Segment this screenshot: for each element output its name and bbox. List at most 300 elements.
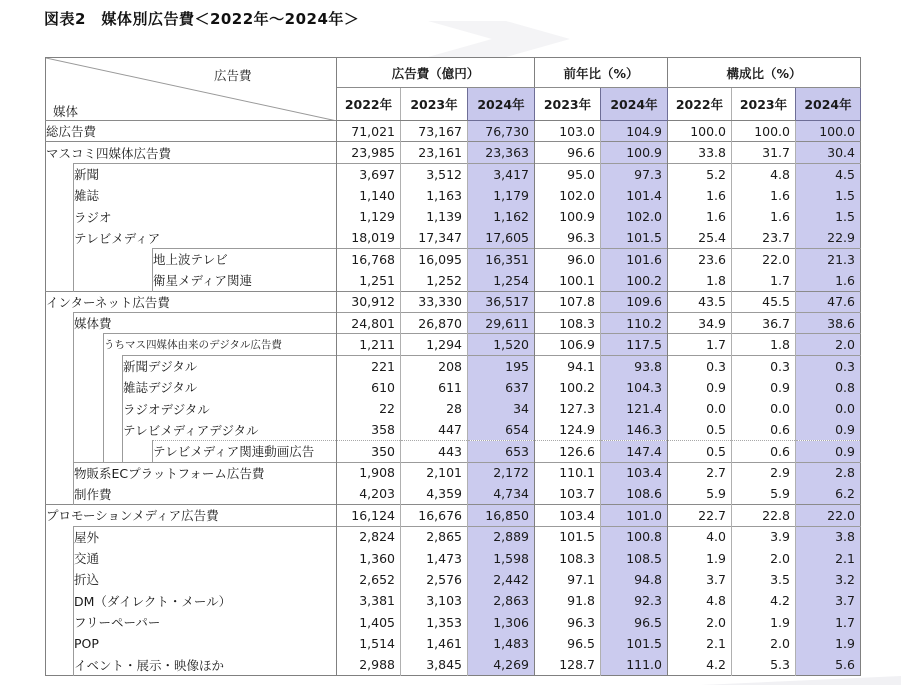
value-cell: 4.0 <box>668 526 732 547</box>
value-cell: 96.6 <box>535 142 601 163</box>
value-cell: 208 <box>401 355 468 376</box>
corner-label-media: 媒体 <box>53 104 79 119</box>
table-body <box>46 121 861 676</box>
background-chevron-decoration <box>428 21 570 57</box>
group-header-yoy: 前年比（%） <box>535 58 668 88</box>
value-cell: 100.9 <box>601 142 668 163</box>
ad-spend-table <box>45 57 861 676</box>
indent-spacer-cell <box>46 249 74 270</box>
value-cell: 0.3 <box>668 355 732 376</box>
value-cell: 1.7 <box>796 611 861 632</box>
value-cell: 1,163 <box>401 185 468 206</box>
value-cell: 21.3 <box>796 249 861 270</box>
table-row <box>46 227 861 248</box>
indent-spacer-cell <box>46 569 74 590</box>
value-cell: 0.9 <box>668 377 732 398</box>
indent-spacer-cell <box>46 547 74 568</box>
value-cell: 97.3 <box>601 163 668 184</box>
value-cell: 2.9 <box>732 462 796 483</box>
value-cell: 95.0 <box>535 163 601 184</box>
indent-spacer-cell <box>46 355 74 376</box>
value-cell: 29,611 <box>468 313 535 334</box>
value-cell: 23.7 <box>732 227 796 248</box>
value-cell: 16,124 <box>337 505 401 526</box>
value-cell: 36.7 <box>732 313 796 334</box>
value-cell: 4,203 <box>337 483 401 504</box>
indent-spacer-cell <box>46 483 74 504</box>
value-cell: 100.0 <box>732 121 796 142</box>
value-cell: 195 <box>468 355 535 376</box>
indent-spacer-cell <box>74 377 104 398</box>
table-row <box>46 163 861 184</box>
value-cell: 110.2 <box>601 313 668 334</box>
value-cell: 16,095 <box>401 249 468 270</box>
indent-spacer-cell <box>46 462 74 483</box>
value-cell: 22 <box>337 398 401 419</box>
value-cell: 6.2 <box>796 483 861 504</box>
value-cell: 1,461 <box>401 633 468 654</box>
value-cell: 97.1 <box>535 569 601 590</box>
value-cell: 0.0 <box>732 398 796 419</box>
value-cell: 2,652 <box>337 569 401 590</box>
value-cell: 1,294 <box>401 334 468 355</box>
value-cell: 1,139 <box>401 206 468 227</box>
value-cell: 103.4 <box>601 462 668 483</box>
value-cell: 3,845 <box>401 654 468 675</box>
value-cell: 109.6 <box>601 291 668 312</box>
value-cell: 3.7 <box>796 590 861 611</box>
value-cell: 96.5 <box>601 611 668 632</box>
value-cell: 4,269 <box>468 654 535 675</box>
value-cell: 102.0 <box>535 185 601 206</box>
value-cell: 1.5 <box>796 185 861 206</box>
value-cell: 22.0 <box>732 249 796 270</box>
value-cell: 96.0 <box>535 249 601 270</box>
indent-spacer-cell <box>46 227 74 248</box>
value-cell: 1.6 <box>668 206 732 227</box>
table-row <box>46 313 861 334</box>
value-cell: 0.0 <box>796 398 861 419</box>
year-header: 2022年 <box>668 88 732 121</box>
value-cell: 127.3 <box>535 398 601 419</box>
value-cell: 101.4 <box>601 185 668 206</box>
value-cell: 102.0 <box>601 206 668 227</box>
row-label: テレビメディア <box>74 227 337 248</box>
table-row <box>46 398 861 419</box>
value-cell: 3,512 <box>401 163 468 184</box>
row-label: プロモーションメディア広告費 <box>46 505 337 526</box>
value-cell: 611 <box>401 377 468 398</box>
table-row <box>46 121 861 142</box>
row-label: 雑誌 <box>74 185 337 206</box>
value-cell: 94.1 <box>535 355 601 376</box>
table-row <box>46 270 861 291</box>
indent-spacer-cell <box>46 313 74 334</box>
value-cell: 350 <box>337 441 401 462</box>
value-cell: 2.0 <box>796 334 861 355</box>
value-cell: 2.1 <box>796 547 861 568</box>
year-header: 2023年 <box>401 88 468 121</box>
year-header-highlight: 2024年 <box>601 88 668 121</box>
value-cell: 2,172 <box>468 462 535 483</box>
table-row <box>46 633 861 654</box>
value-cell: 126.6 <box>535 441 601 462</box>
row-label: 媒体費 <box>74 313 337 334</box>
value-cell: 23,161 <box>401 142 468 163</box>
row-label: マスコミ四媒体広告費 <box>46 142 337 163</box>
value-cell: 101.5 <box>601 633 668 654</box>
value-cell: 447 <box>401 419 468 440</box>
value-cell: 18,019 <box>337 227 401 248</box>
row-label: テレビメディアデジタル <box>123 419 337 440</box>
value-cell: 100.1 <box>535 270 601 291</box>
value-cell: 0.9 <box>796 419 861 440</box>
value-cell: 1,140 <box>337 185 401 206</box>
value-cell: 1.6 <box>668 185 732 206</box>
value-cell: 111.0 <box>601 654 668 675</box>
indent-spacer-cell <box>104 249 123 270</box>
indent-spacer-cell <box>46 419 74 440</box>
value-cell: 100.8 <box>601 526 668 547</box>
value-cell: 654 <box>468 419 535 440</box>
value-cell: 100.9 <box>535 206 601 227</box>
value-cell: 30.4 <box>796 142 861 163</box>
value-cell: 101.5 <box>601 227 668 248</box>
value-cell: 22.7 <box>668 505 732 526</box>
value-cell: 0.6 <box>732 441 796 462</box>
value-cell: 3.7 <box>668 569 732 590</box>
value-cell: 5.6 <box>796 654 861 675</box>
table-row <box>46 355 861 376</box>
value-cell: 30,912 <box>337 291 401 312</box>
value-cell: 110.1 <box>535 462 601 483</box>
value-cell: 92.3 <box>601 590 668 611</box>
value-cell: 33,330 <box>401 291 468 312</box>
value-cell: 0.3 <box>732 355 796 376</box>
value-cell: 28 <box>401 398 468 419</box>
indent-spacer-cell <box>104 441 123 462</box>
table-row <box>46 590 861 611</box>
value-cell: 2,863 <box>468 590 535 611</box>
value-cell: 16,850 <box>468 505 535 526</box>
value-cell: 108.3 <box>535 313 601 334</box>
value-cell: 17,347 <box>401 227 468 248</box>
value-cell: 16,676 <box>401 505 468 526</box>
header-group-row <box>46 58 861 88</box>
value-cell: 23,363 <box>468 142 535 163</box>
value-cell: 94.8 <box>601 569 668 590</box>
row-label: 新聞デジタル <box>123 355 337 376</box>
year-header: 2023年 <box>732 88 796 121</box>
value-cell: 100.0 <box>796 121 861 142</box>
value-cell: 96.5 <box>535 633 601 654</box>
value-cell: 1,598 <box>468 547 535 568</box>
value-cell: 2.0 <box>732 633 796 654</box>
table-row <box>46 611 861 632</box>
value-cell: 1,251 <box>337 270 401 291</box>
row-label: 衛星メディア関連 <box>153 270 337 291</box>
value-cell: 93.8 <box>601 355 668 376</box>
value-cell: 5.9 <box>732 483 796 504</box>
value-cell: 2.0 <box>668 611 732 632</box>
value-cell: 4,359 <box>401 483 468 504</box>
value-cell: 1.9 <box>796 633 861 654</box>
value-cell: 3.5 <box>732 569 796 590</box>
table-row <box>46 377 861 398</box>
value-cell: 0.9 <box>796 441 861 462</box>
indent-spacer-cell <box>74 441 104 462</box>
row-label: 制作費 <box>74 483 337 504</box>
group-header-share: 構成比（%） <box>668 58 861 88</box>
value-cell: 2,101 <box>401 462 468 483</box>
value-cell: 16,768 <box>337 249 401 270</box>
value-cell: 0.5 <box>668 441 732 462</box>
value-cell: 1,908 <box>337 462 401 483</box>
value-cell: 108.6 <box>601 483 668 504</box>
row-label: 屋外 <box>74 526 337 547</box>
value-cell: 0.8 <box>796 377 861 398</box>
row-label: 物販系ECプラットフォーム広告費 <box>74 462 337 483</box>
table-row <box>46 441 861 462</box>
value-cell: 4.2 <box>732 590 796 611</box>
value-cell: 5.2 <box>668 163 732 184</box>
value-cell: 443 <box>401 441 468 462</box>
value-cell: 100.2 <box>535 377 601 398</box>
value-cell: 221 <box>337 355 401 376</box>
value-cell: 4,734 <box>468 483 535 504</box>
value-cell: 2.7 <box>668 462 732 483</box>
value-cell: 2,576 <box>401 569 468 590</box>
value-cell: 147.4 <box>601 441 668 462</box>
value-cell: 1,162 <box>468 206 535 227</box>
value-cell: 1.6 <box>732 185 796 206</box>
value-cell: 1,520 <box>468 334 535 355</box>
value-cell: 76,730 <box>468 121 535 142</box>
value-cell: 1,353 <box>401 611 468 632</box>
value-cell: 36,517 <box>468 291 535 312</box>
table-row <box>46 569 861 590</box>
table-row <box>46 185 861 206</box>
indent-spacer-cell <box>46 185 74 206</box>
value-cell: 101.6 <box>601 249 668 270</box>
value-cell: 3.8 <box>796 526 861 547</box>
background-corner-decoration <box>701 676 901 685</box>
value-cell: 2,865 <box>401 526 468 547</box>
table-row <box>46 462 861 483</box>
value-cell: 4.2 <box>668 654 732 675</box>
table-row <box>46 206 861 227</box>
indent-spacer-cell <box>46 334 74 355</box>
indent-spacer-cell <box>123 441 153 462</box>
row-label: DM（ダイレクト・メール） <box>74 590 337 611</box>
table-row <box>46 526 861 547</box>
row-label: 雑誌デジタル <box>123 377 337 398</box>
value-cell: 104.9 <box>601 121 668 142</box>
row-label: 交通 <box>74 547 337 568</box>
value-cell: 653 <box>468 441 535 462</box>
value-cell: 17,605 <box>468 227 535 248</box>
year-header-highlight: 2024年 <box>468 88 535 121</box>
value-cell: 1,306 <box>468 611 535 632</box>
value-cell: 1,473 <box>401 547 468 568</box>
value-cell: 25.4 <box>668 227 732 248</box>
value-cell: 1.6 <box>796 270 861 291</box>
value-cell: 16,351 <box>468 249 535 270</box>
value-cell: 33.8 <box>668 142 732 163</box>
indent-spacer-cell <box>74 270 104 291</box>
indent-spacer-cell <box>123 249 153 270</box>
value-cell: 0.5 <box>668 419 732 440</box>
row-label: POP <box>74 633 337 654</box>
value-cell: 31.7 <box>732 142 796 163</box>
value-cell: 2,988 <box>337 654 401 675</box>
value-cell: 22.8 <box>732 505 796 526</box>
row-label: フリーペーパー <box>74 611 337 632</box>
row-label: ラジオデジタル <box>123 398 337 419</box>
value-cell: 358 <box>337 419 401 440</box>
diagonal-line <box>46 58 337 121</box>
corner-cell <box>46 58 337 121</box>
indent-spacer-cell <box>46 163 74 184</box>
row-label: 新聞 <box>74 163 337 184</box>
value-cell: 1,179 <box>468 185 535 206</box>
value-cell: 637 <box>468 377 535 398</box>
table-row <box>46 654 861 675</box>
value-cell: 23.6 <box>668 249 732 270</box>
value-cell: 103.4 <box>535 505 601 526</box>
value-cell: 3,103 <box>401 590 468 611</box>
table-row <box>46 547 861 568</box>
value-cell: 101.0 <box>601 505 668 526</box>
value-cell: 1,405 <box>337 611 401 632</box>
value-cell: 1,211 <box>337 334 401 355</box>
year-header: 2023年 <box>535 88 601 121</box>
value-cell: 34 <box>468 398 535 419</box>
value-cell: 0.0 <box>668 398 732 419</box>
value-cell: 1.8 <box>732 334 796 355</box>
value-cell: 2.1 <box>668 633 732 654</box>
row-label: うちマス四媒体由来のデジタル広告費 <box>104 334 337 355</box>
row-label: ラジオ <box>74 206 337 227</box>
value-cell: 3,381 <box>337 590 401 611</box>
value-cell: 610 <box>337 377 401 398</box>
table-row <box>46 142 861 163</box>
value-cell: 1.7 <box>732 270 796 291</box>
value-cell: 4.8 <box>668 590 732 611</box>
indent-spacer-cell <box>46 611 74 632</box>
row-label: 折込 <box>74 569 337 590</box>
value-cell: 100.2 <box>601 270 668 291</box>
value-cell: 45.5 <box>732 291 796 312</box>
value-cell: 3.2 <box>796 569 861 590</box>
value-cell: 117.5 <box>601 334 668 355</box>
table-row <box>46 291 861 312</box>
value-cell: 1,129 <box>337 206 401 227</box>
value-cell: 2.0 <box>732 547 796 568</box>
group-header-adspend: 広告費（億円） <box>337 58 535 88</box>
value-cell: 24,801 <box>337 313 401 334</box>
value-cell: 2,889 <box>468 526 535 547</box>
value-cell: 104.3 <box>601 377 668 398</box>
value-cell: 0.3 <box>796 355 861 376</box>
value-cell: 2,824 <box>337 526 401 547</box>
value-cell: 91.8 <box>535 590 601 611</box>
value-cell: 1,514 <box>337 633 401 654</box>
value-cell: 73,167 <box>401 121 468 142</box>
value-cell: 146.3 <box>601 419 668 440</box>
figure-title: 図表2 媒体別広告費＜2022年～2024年＞ <box>44 10 360 28</box>
value-cell: 5.3 <box>732 654 796 675</box>
value-cell: 43.5 <box>668 291 732 312</box>
indent-spacer-cell <box>46 441 74 462</box>
indent-spacer-cell <box>74 355 104 376</box>
indent-spacer-cell <box>46 654 74 675</box>
indent-spacer-cell <box>104 398 123 419</box>
value-cell: 1.6 <box>732 206 796 227</box>
table-row <box>46 249 861 270</box>
indent-spacer-cell <box>104 419 123 440</box>
value-cell: 26,870 <box>401 313 468 334</box>
corner-label-adspend: 広告費 <box>214 68 252 83</box>
indent-spacer-cell <box>74 398 104 419</box>
value-cell: 1.5 <box>796 206 861 227</box>
value-cell: 47.6 <box>796 291 861 312</box>
indent-spacer-cell <box>46 270 74 291</box>
year-header: 2022年 <box>337 88 401 121</box>
indent-spacer-cell <box>46 633 74 654</box>
value-cell: 22.9 <box>796 227 861 248</box>
value-cell: 96.3 <box>535 611 601 632</box>
value-cell: 3,417 <box>468 163 535 184</box>
year-header-highlight: 2024年 <box>796 88 861 121</box>
value-cell: 103.0 <box>535 121 601 142</box>
value-cell: 103.7 <box>535 483 601 504</box>
value-cell: 108.5 <box>601 547 668 568</box>
indent-spacer-cell <box>46 398 74 419</box>
value-cell: 0.6 <box>732 419 796 440</box>
row-label: イベント・展示・映像ほか <box>74 654 337 675</box>
value-cell: 4.5 <box>796 163 861 184</box>
indent-spacer-cell <box>104 270 123 291</box>
indent-spacer-cell <box>46 590 74 611</box>
indent-spacer-cell <box>104 355 123 376</box>
table-row <box>46 419 861 440</box>
indent-spacer-cell <box>123 270 153 291</box>
indent-spacer-cell <box>46 377 74 398</box>
value-cell: 100.0 <box>668 121 732 142</box>
indent-spacer-cell <box>46 526 74 547</box>
value-cell: 71,021 <box>337 121 401 142</box>
table-row <box>46 483 861 504</box>
value-cell: 108.3 <box>535 547 601 568</box>
row-label: インターネット広告費 <box>46 291 337 312</box>
value-cell: 1.8 <box>668 270 732 291</box>
value-cell: 96.3 <box>535 227 601 248</box>
value-cell: 107.8 <box>535 291 601 312</box>
value-cell: 0.9 <box>732 377 796 398</box>
row-label: 総広告費 <box>46 121 337 142</box>
value-cell: 1.7 <box>668 334 732 355</box>
value-cell: 1.9 <box>668 547 732 568</box>
indent-spacer-cell <box>104 377 123 398</box>
indent-spacer-cell <box>74 419 104 440</box>
value-cell: 4.8 <box>732 163 796 184</box>
value-cell: 1,252 <box>401 270 468 291</box>
row-label: テレビメディア関連動画広告 <box>153 441 337 462</box>
value-cell: 124.9 <box>535 419 601 440</box>
value-cell: 1.9 <box>732 611 796 632</box>
value-cell: 2,442 <box>468 569 535 590</box>
